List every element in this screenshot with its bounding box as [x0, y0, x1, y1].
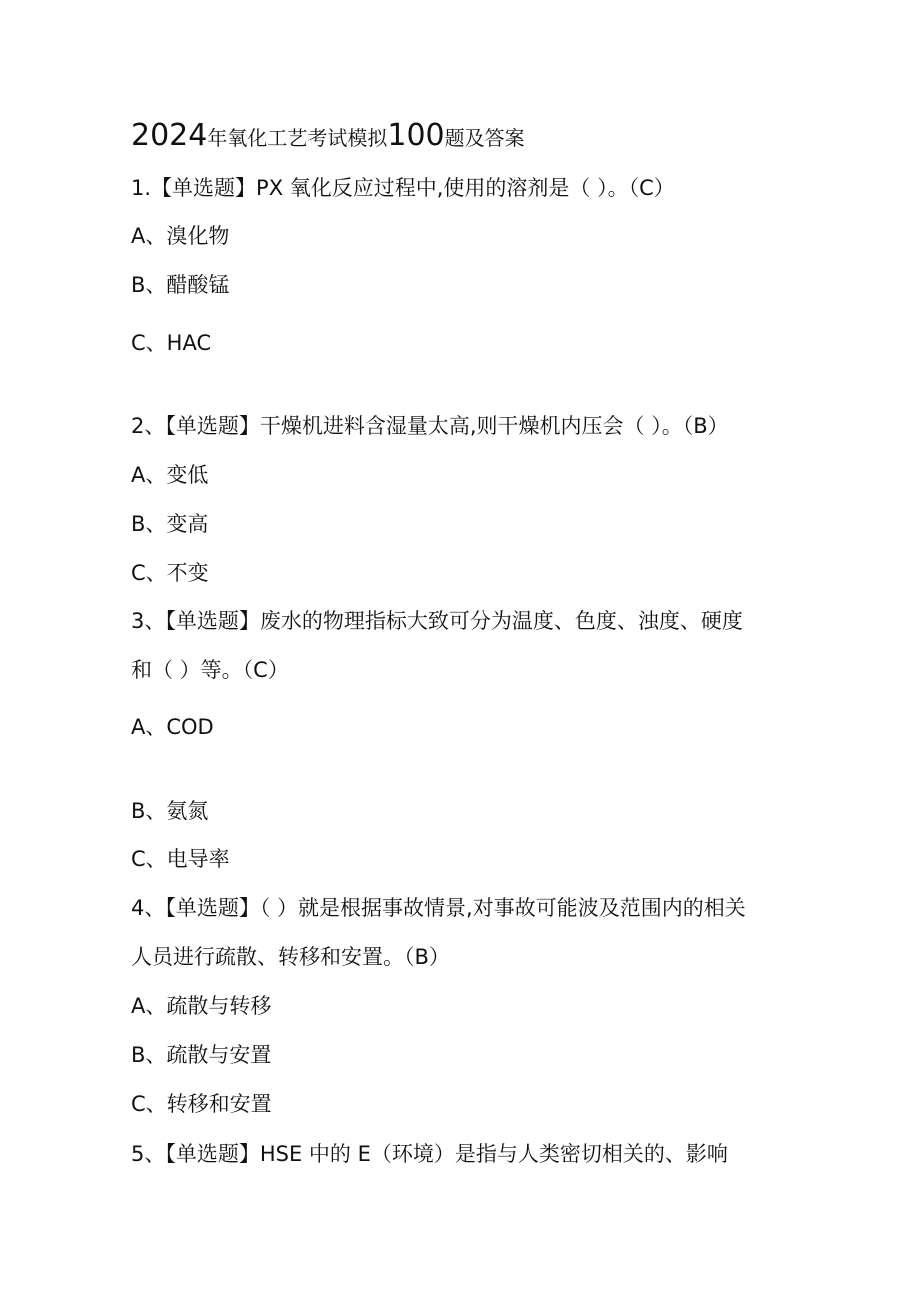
question-4-option-a: A、疏散与转移: [131, 994, 272, 1018]
question-2-option-b: B、变高: [131, 512, 209, 536]
question-2-stem-line-1: 2、【单选题】干燥机进料含湿量太高,则干燥机内压会（ ）。（B）: [131, 414, 729, 438]
title-end: 题及答案: [444, 126, 525, 150]
question-4-stem-line-1: 4、【单选题】（ ）就是根据事故情景,对事故可能波及范围内的相关: [131, 896, 746, 920]
question-3-stem-line-2: 和（ ）等。（C）: [131, 658, 289, 682]
title-year: 2024: [131, 118, 208, 153]
question-1-option-c: C、HAC: [131, 331, 212, 355]
title-middle: 年氧化工艺考试模拟: [207, 126, 388, 150]
document-title: [131, 116, 525, 160]
question-3-option-a: A、COD: [131, 715, 214, 739]
question-2-option-c: C、不变: [131, 561, 209, 585]
question-1-stem-line-1: 1.【单选题】PX 氧化反应过程中,使用的溶剂是（ ）。（C）: [131, 176, 675, 200]
question-3-option-c: C、电导率: [131, 847, 230, 871]
question-1-option-a: A、溴化物: [131, 224, 230, 248]
question-4-stem-line-2: 人员进行疏散、转移和安置。（B）: [131, 945, 450, 969]
title-count: 100: [387, 118, 445, 153]
question-3-stem-line-1: 3、【单选题】废水的物理指标大致可分为温度、色度、浊度、硬度: [131, 609, 743, 633]
question-5-stem-line-1: 5、【单选题】HSE 中的 E（环境）是指与人类密切相关的、影响: [131, 1142, 728, 1166]
question-1-option-b: B、醋酸锰: [131, 273, 230, 297]
question-2-option-a: A、变低: [131, 463, 209, 487]
question-4-option-c: C、转移和安置: [131, 1092, 272, 1116]
question-4-option-b: B、疏散与安置: [131, 1043, 272, 1067]
question-3-option-b: B、氨氮: [131, 799, 209, 823]
